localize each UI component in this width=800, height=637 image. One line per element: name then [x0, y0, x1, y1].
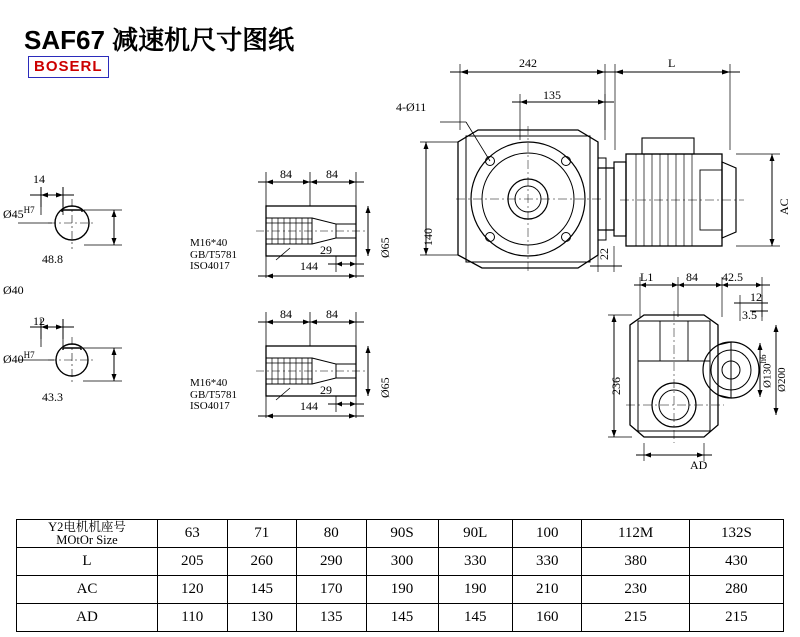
table-col-header: 63 [158, 520, 228, 548]
table-cell: 280 [689, 576, 783, 604]
dim-42-5: 42.5 [722, 270, 743, 284]
table-row-label: AC [17, 576, 158, 604]
table-cell: 160 [512, 604, 582, 632]
table-col-header: 90S [366, 520, 438, 548]
front-view-assembly [400, 50, 800, 280]
note-screw-top-line3: ISO4017 [190, 260, 230, 272]
dim-130-tol: h6 [758, 354, 768, 364]
table-cell: 300 [366, 548, 438, 576]
table-col-header: 80 [297, 520, 367, 548]
dim-bore-bottom-tol: H7 [23, 350, 35, 360]
table-cell: 205 [158, 548, 228, 576]
dim-side-84: 84 [686, 270, 698, 284]
table-cell: 145 [366, 604, 438, 632]
dim-3-5: 3.5 [742, 308, 757, 322]
dim-bore-top-tol: H7 [23, 205, 35, 215]
note-screw-top [190, 238, 237, 273]
table-row [17, 520, 784, 548]
hollow-shaft-view-top [240, 160, 400, 280]
note-screw-bottom-line2: GB/T5781 [190, 388, 238, 401]
table-cell: 330 [512, 548, 582, 576]
dim-keyway-width-bottom: 12 [33, 314, 45, 328]
table-cell: 260 [227, 548, 297, 576]
dim-AD: AD [690, 458, 708, 472]
note-screw-bottom-line1: M16*40 [190, 377, 228, 389]
dim-hollow-top-total: 144 [300, 259, 318, 273]
dim-12: 12 [750, 290, 762, 304]
table-cell: 380 [582, 548, 689, 576]
note-screw-top-line1: M16*40 [190, 237, 228, 249]
dim-bore-top-value: Ø45 [3, 207, 24, 221]
table-col-header: 90L [438, 520, 512, 548]
table-cell: 145 [438, 604, 512, 632]
dim-AC: AC [777, 198, 791, 215]
page-title: SAF67 减速机尺寸图纸 [24, 25, 295, 55]
dim-hollow-top-b: 84 [326, 167, 338, 181]
dim-135: 135 [543, 88, 561, 102]
dim-hollow-top-a: 84 [280, 167, 292, 181]
table-cell: 110 [158, 604, 228, 632]
hollow-shaft-view-bottom [240, 300, 400, 420]
dim-hollow-bottom-total: 144 [300, 399, 318, 413]
table-cell: 330 [438, 548, 512, 576]
dim-hollow-bottom-dia: Ø65 [378, 377, 392, 398]
table-cell: 215 [582, 604, 689, 632]
dim-hollow-bottom-a: 84 [280, 307, 292, 321]
table-cell: 145 [227, 576, 297, 604]
table-row [17, 548, 784, 576]
dim-hollow-bottom-b: 84 [326, 307, 338, 321]
dim-140: 140 [421, 228, 435, 246]
note-screw-top-line2: GB/T5781 [190, 248, 238, 261]
dim-hollow-bottom-c: 29 [320, 383, 332, 397]
table-col-header: 71 [227, 520, 297, 548]
brand-logo: BOSERL [28, 56, 109, 78]
dim-shaft-height-top [42, 252, 63, 267]
table-cell: 290 [297, 548, 367, 576]
table-cell: 430 [689, 548, 783, 576]
dim-22: 22 [597, 248, 611, 260]
table-row [17, 604, 784, 632]
dim-236: 236 [609, 377, 623, 395]
dim-bore-top [3, 205, 35, 222]
dim-keyway-width-top: 14 [33, 172, 45, 186]
dim-130-value: Ø130 [761, 363, 774, 388]
dim-hollow-top-c: 29 [320, 243, 332, 257]
table-row [17, 576, 784, 604]
motor-size-label-cn: Y2电机机座号 [48, 519, 126, 534]
table-cell: 210 [512, 576, 582, 604]
note-screw-bottom [190, 378, 237, 413]
dim-242: 242 [519, 56, 537, 70]
table-row-label: AD [17, 604, 158, 632]
dim-L1: L1 [640, 270, 654, 284]
note-4-holes: 4-Ø11 [396, 100, 427, 114]
table-cell: 135 [297, 604, 367, 632]
dim-shaft-height-bottom: 43.3 [42, 390, 63, 404]
table-cell: 190 [438, 576, 512, 604]
dim-bore-bottom [3, 350, 35, 367]
spec-table [16, 519, 784, 632]
table-cell: 190 [366, 576, 438, 604]
dim-bore-bottom-value: Ø40 [3, 352, 24, 366]
dim-200: Ø200 [776, 367, 788, 392]
table-cell: 230 [582, 576, 689, 604]
table-cell: 130 [227, 604, 297, 632]
motor-size-label-en: MOtOr Size [56, 532, 118, 547]
bore-note-40: Ø40 [3, 283, 24, 297]
table-cell: 120 [158, 576, 228, 604]
table-cell: 170 [297, 576, 367, 604]
table-col-header: 100 [512, 520, 582, 548]
table-row-label: L [17, 548, 158, 576]
dim-hollow-top-dia: Ø65 [378, 237, 392, 258]
dim-130 [758, 355, 774, 388]
dim-shaft-height-top-value: 48.8 [42, 252, 63, 266]
dim-L-top: L [668, 56, 676, 70]
table-cell: 215 [689, 604, 783, 632]
note-screw-bottom-line3: ISO4017 [190, 400, 230, 412]
table-col-header: 112M [582, 520, 689, 548]
table-col-header: 132S [689, 520, 783, 548]
table-header-cell [17, 520, 158, 548]
